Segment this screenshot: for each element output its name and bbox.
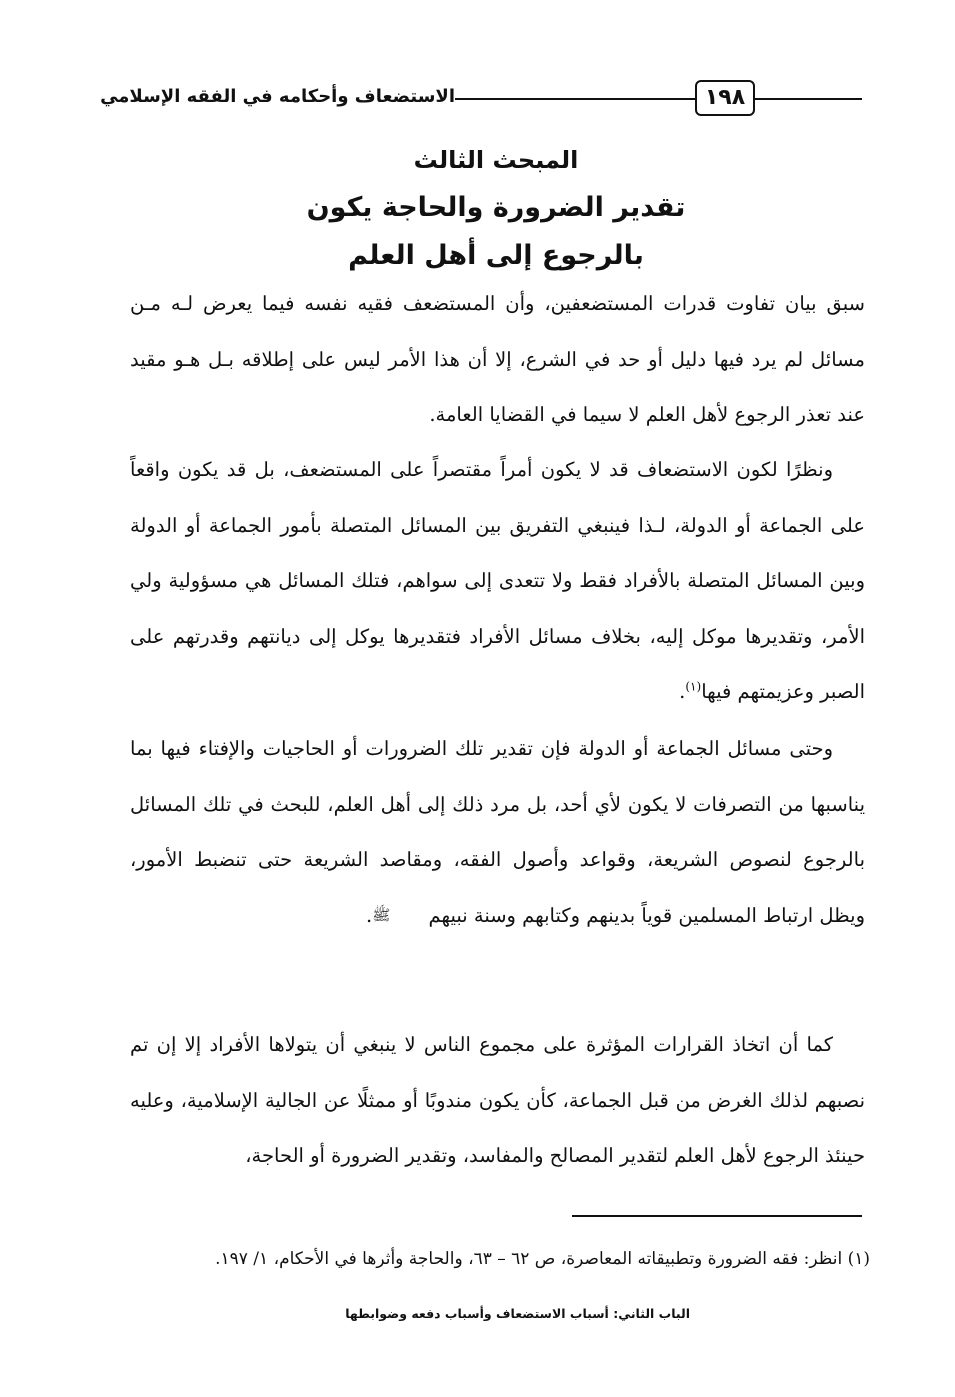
paragraph-2: ونظرًا لكون الاستضعاف قد لا يكون أمراً مقتصراً على المستضعف، بل قد يكون واقعاً على الجماعة أو الدولة، لـذا فينبغي التفريق بين المسائل المتصلة بأمور الجماعة أو الدولة وبين المسائل المتصلة بالأفراد فقط ولا تتعدى إلى سواهم، فتلك المسائل هي مسؤولية ولي الأمر، وتقديرها موكل إليه، بخلاف مسائل الأفراد فتقديرها يوكل إلى ديانتهم وقدرتهم على الصبر وعزيمتهم فيها$^{(١)}$. bbox=[130, 458, 865, 703]
running-header bbox=[100, 76, 862, 120]
section-label: المبحث الثالث bbox=[413, 146, 579, 174]
section-title-line1: تقدير الضرورة والحاجة يكون bbox=[306, 192, 686, 223]
chapter-footer: الباب الثاني: أسباب الاستضعاف وأسباب دفعه وضوابطها bbox=[345, 1306, 690, 1321]
paragraph-3-text: وحتى مسائل الجماعة أو الدولة فإن تقدير تلك الضرورات أو الحاجيات والإفتاء فيها بما يناسبها من التصرفات لا يكون لأي أحد، بل مرد ذلك إلى أهل العلم، للبحث في تلك المسائل بالرجوع لنصوص الشريعة، وقواعد وأصول الفقه، ومقاصد الشريعة حتى تنضبط الأمور، ويظل ارتباط المسلمين قوياً بدينهم وكتابهم وسنة نبيهم bbox=[130, 737, 865, 927]
running-title: الاستضعاف وأحكامه في الفقه الإسلامي bbox=[100, 86, 455, 107]
header-rule-right bbox=[755, 98, 862, 100]
paragraph-2-text: ونظرًا لكون الاستضعاف قد لا يكون أمراً مقتصراً على المستضعف، بل قد يكون واقعاً على الجماعة أو الدولة، لـذا فينبغي التفريق بين المسائل المتصلة بأمور الجماعة أو الدولة وبين المسائل المتصلة بالأفراد فقط ولا تتعدى إلى سواهم، فتلك المسائل هي مسؤولية ولي الأمر، وتقديرها موكل إليه، بخلاف مسائل الأفراد فتقديرها يوكل إلى ديانتهم وقدرتهم على الصبر وعزيمتهم فيها bbox=[130, 458, 865, 703]
footnote-ref: (١) bbox=[685, 679, 702, 694]
paragraph-1: سبق بيان تفاوت قدرات المستضعفين، وأن المستضعف فقيه نفسه فيما يعرض لـه مـن مسائل لم يرد فيها دليل أو حد في الشرع، إلا أن هذا الأمر ليس على إطلاقه بـل هـو مقيد عند تعذر الرجوع لأهل العلم لا سيما في القضايا العامة. bbox=[130, 292, 865, 426]
footnote-separator bbox=[572, 1215, 862, 1217]
footnote-1: (١) انظر: فقه الضرورة وتطبيقاته المعاصرة، ص ٦٢ – ٦٣، والحاجة وأثرها في الأحكام، ١/ ١٩٧. bbox=[215, 1249, 870, 1269]
section-title-line2: بالرجوع إلى أهل العلم bbox=[348, 240, 644, 271]
salawat-glyph: ﷺ bbox=[372, 906, 391, 925]
paragraph-4: كما أن اتخاذ القرارات المؤثرة على مجموع الناس لا ينبغي أن يتولاها الأفراد إلا إن تم نصبهم لذلك الغرض من قبل الجماعة، كأن يكون مندوبًا أو ممثلًا عن الجالية الإسلامية، وعليه حينئذ الرجوع لأهل العلم لتقدير المصالح والمفاسد، وتقدير الضرورة أو الحاجة، bbox=[130, 1033, 865, 1167]
page-number: ١٩٨ bbox=[695, 80, 755, 116]
header-rule-middle bbox=[455, 98, 695, 100]
paragraph-3: وحتى مسائل الجماعة أو الدولة فإن تقدير تلك الضرورات أو الحاجيات والإفتاء فيها بما يناسبها من التصرفات لا يكون لأي أحد، بل مرد ذلك إلى أهل العلم، للبحث في تلك المسائل بالرجوع لنصوص الشريعة، وقواعد وأصول الفقه، ومقاصد الشريعة حتى تنضبط الأمور، ويظل ارتباط المسلمين قوياً بدينهم وكتابهم وسنة نبيهم ﷺ. bbox=[130, 721, 865, 944]
